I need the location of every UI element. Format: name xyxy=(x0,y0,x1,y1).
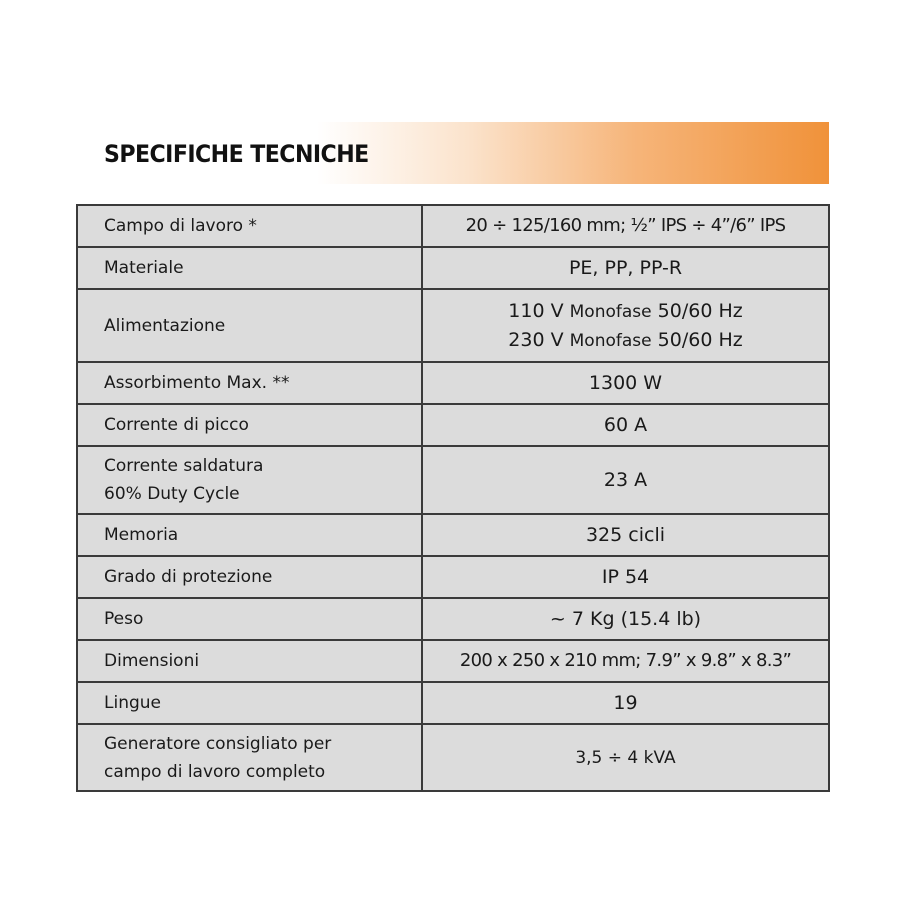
spec-label: Dimensioni xyxy=(77,640,422,682)
label-line: Generatore consigliato per xyxy=(104,733,332,754)
specs-table xyxy=(76,204,830,792)
value-line xyxy=(427,326,824,355)
spec-label: Materiale xyxy=(77,247,422,289)
spec-value: 325 cicli xyxy=(422,514,829,556)
spec-label: Alimentazione xyxy=(77,289,422,362)
spec-label: Campo di lavoro * xyxy=(77,205,422,247)
spec-value: 19 xyxy=(422,682,829,724)
table-row xyxy=(77,556,829,598)
table-row xyxy=(77,404,829,446)
table-row xyxy=(77,682,829,724)
spec-value: ~ 7 Kg (15.4 lb) xyxy=(422,598,829,640)
label-line: 60% Duty Cycle xyxy=(104,484,240,504)
table-row xyxy=(77,598,829,640)
phase: Monofase xyxy=(569,301,652,322)
spec-value: 1300 W xyxy=(422,362,829,404)
table-row xyxy=(77,724,829,791)
spec-label: Lingue xyxy=(77,682,422,724)
spec-value: 60 A xyxy=(422,404,829,446)
spec-value: 20 ÷ 125/160 mm; ½” IPS ÷ 4”/6” IPS xyxy=(422,205,829,247)
table-row xyxy=(77,514,829,556)
label-line: campo di lavoro completo xyxy=(104,761,326,782)
specs-header-banner xyxy=(76,122,829,184)
table-row xyxy=(77,205,829,247)
frequency: 50/60 Hz xyxy=(657,328,743,351)
table-row xyxy=(77,362,829,404)
voltage: 230 V xyxy=(508,328,564,351)
page-title: SPECIFICHE TECNICHE xyxy=(104,140,369,168)
phase: Monofase xyxy=(569,330,652,351)
spec-value: 23 A xyxy=(422,446,829,514)
spec-label: Peso xyxy=(77,598,422,640)
spec-label xyxy=(77,724,422,791)
table-row xyxy=(77,289,829,362)
table-row xyxy=(77,640,829,682)
frequency: 50/60 Hz xyxy=(657,299,743,322)
value-line xyxy=(427,297,824,326)
voltage: 110 V xyxy=(508,299,564,322)
spec-label: Grado di protezione xyxy=(77,556,422,598)
table-row xyxy=(77,247,829,289)
spec-label: Memoria xyxy=(77,514,422,556)
spec-label xyxy=(77,446,422,514)
spec-label: Corrente di picco xyxy=(77,404,422,446)
table-row xyxy=(77,446,829,514)
spec-value: PE, PP, PP-R xyxy=(422,247,829,289)
spec-value: IP 54 xyxy=(422,556,829,598)
spec-label: Assorbimento Max. ** xyxy=(77,362,422,404)
spec-value xyxy=(422,289,829,362)
spec-value: 3,5 ÷ 4 kVA xyxy=(422,724,829,791)
spec-value: 200 x 250 x 210 mm; 7.9” x 9.8” x 8.3” xyxy=(422,640,829,682)
label-line: Corrente saldatura xyxy=(104,456,264,476)
